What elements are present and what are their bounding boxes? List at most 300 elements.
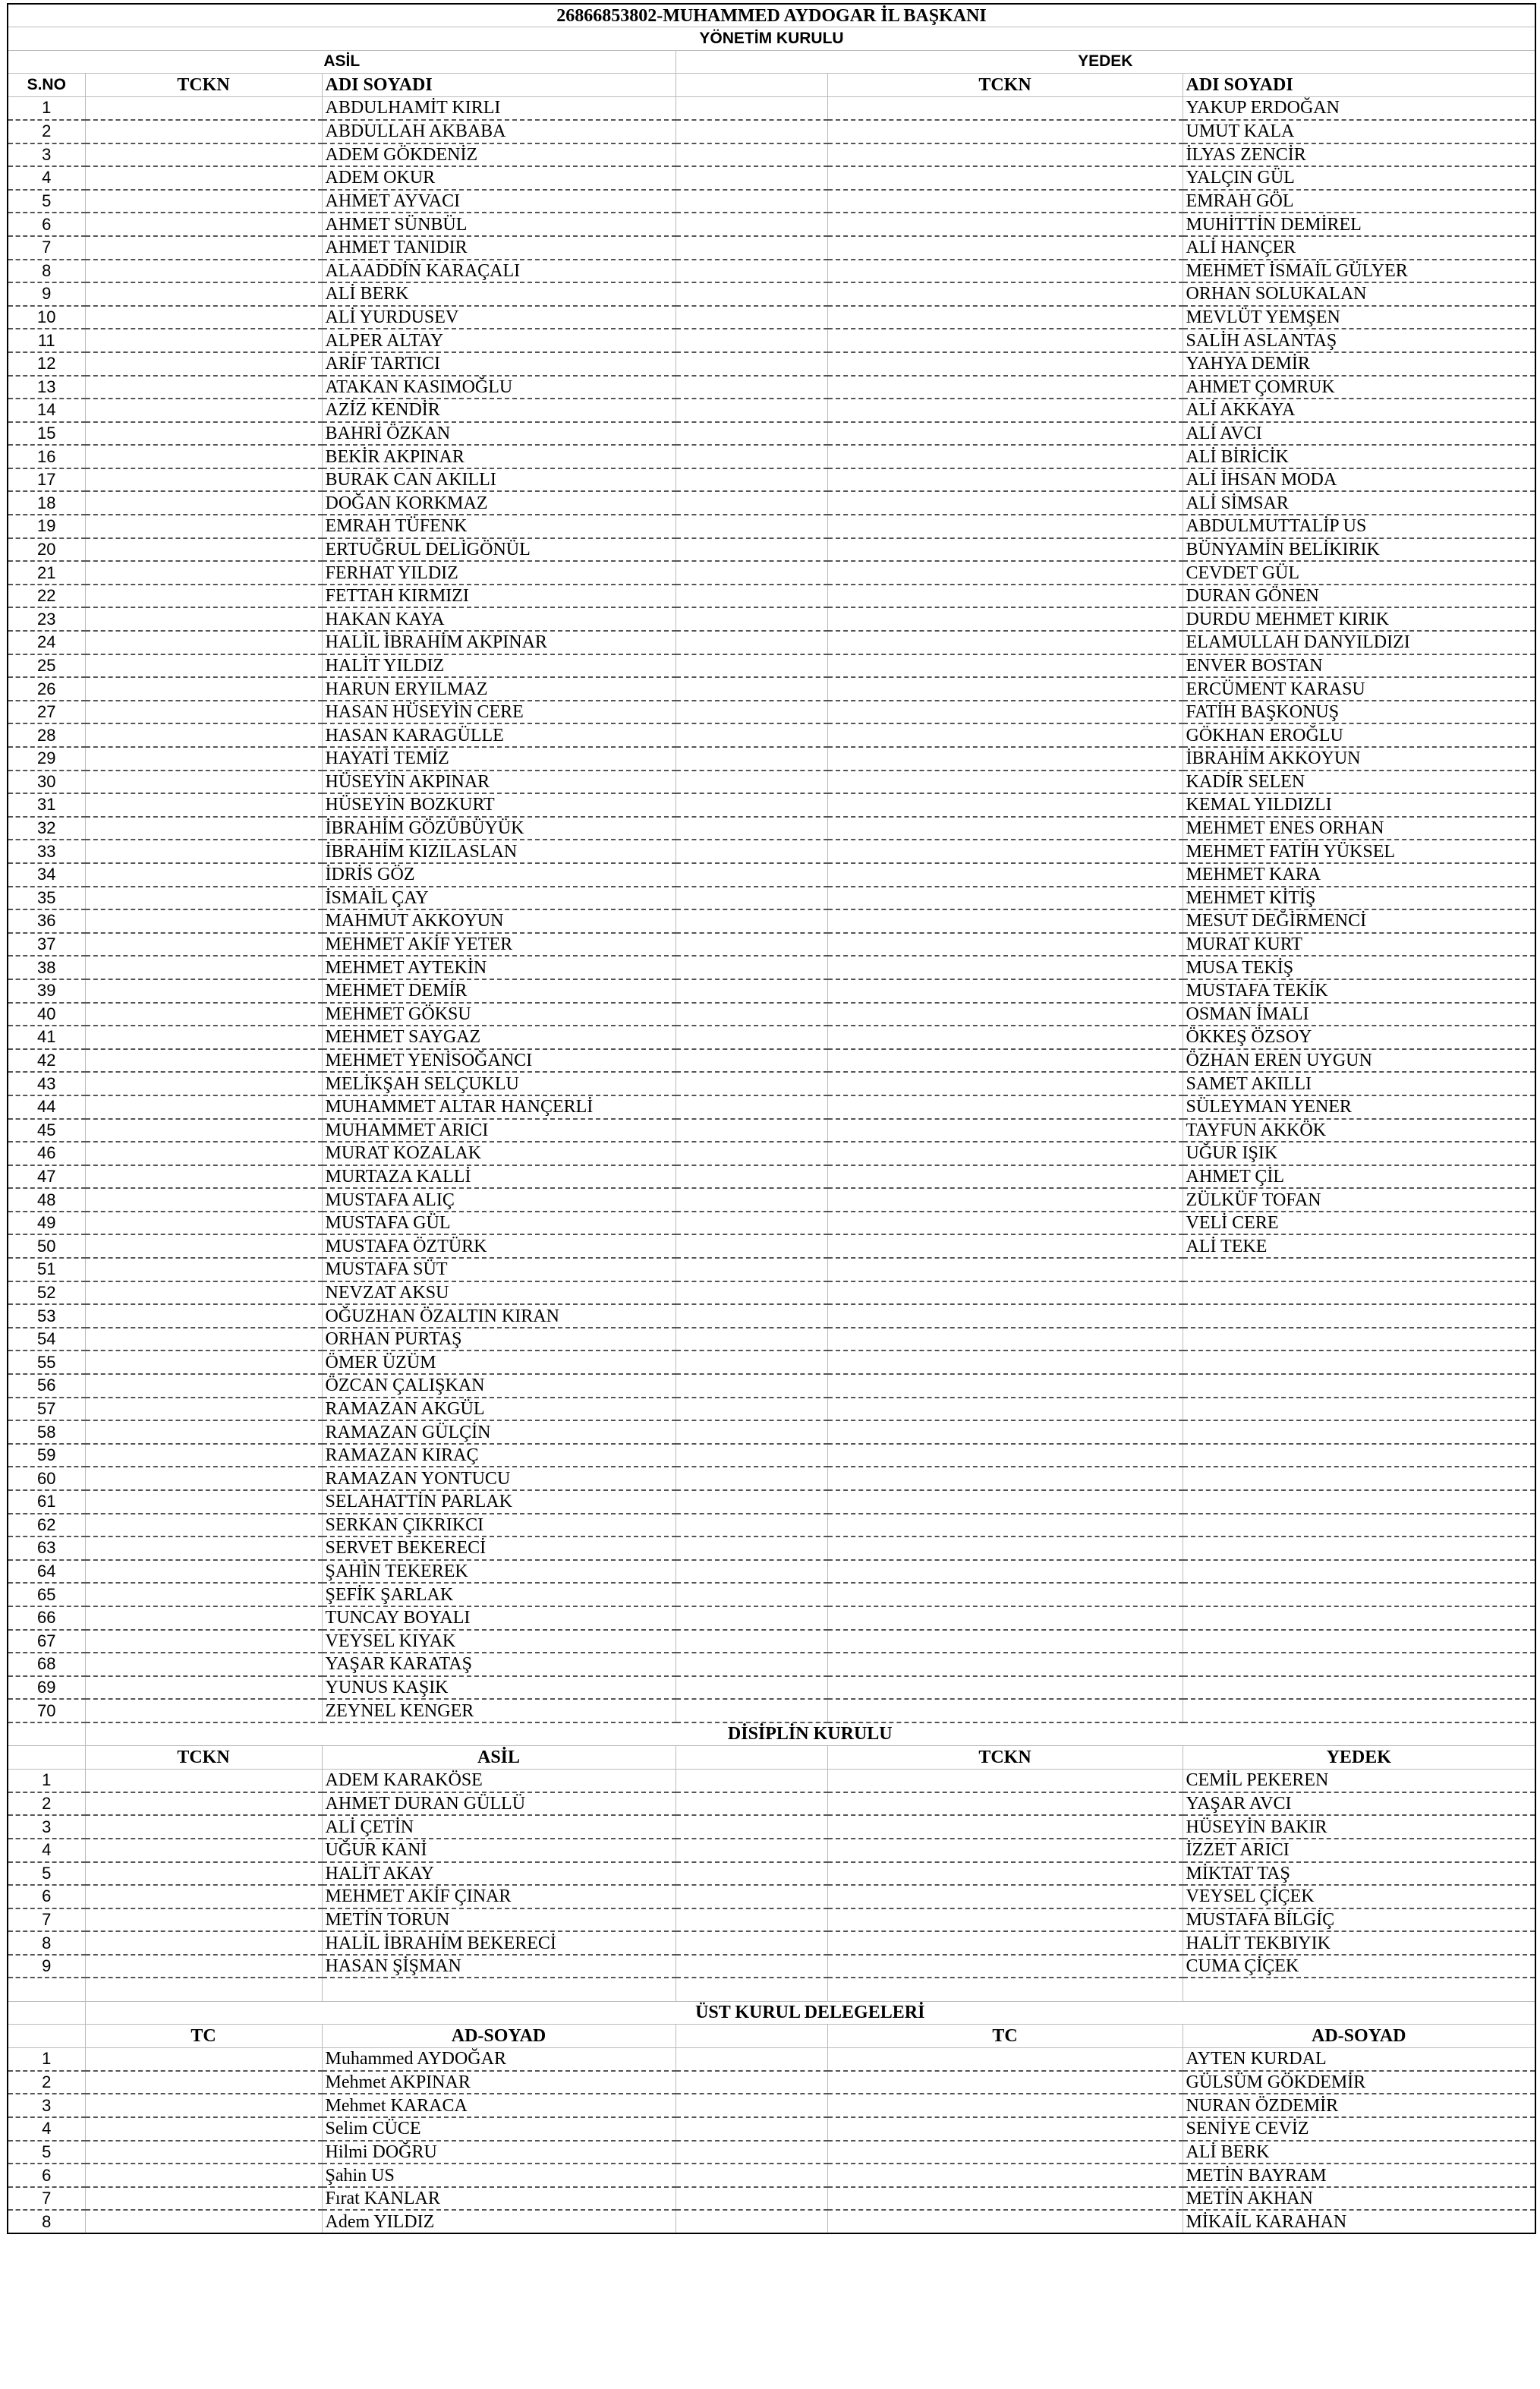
row-number: 3 <box>8 1815 85 1839</box>
tckn-cell <box>827 2071 1183 2094</box>
empty-cell <box>676 1536 827 1560</box>
row-number: 4 <box>8 166 85 190</box>
tckn-cell <box>85 491 322 515</box>
asil-name-cell: ALİ ÇETİN <box>322 1815 676 1839</box>
row-number: 7 <box>8 2187 85 2211</box>
asil-name-cell: RAMAZAN KIRAÇ <box>322 1444 676 1467</box>
tckn-cell <box>85 1815 322 1839</box>
tckn-cell <box>827 585 1183 608</box>
tckn-cell <box>827 1908 1183 1932</box>
row-number: 2 <box>8 1792 85 1816</box>
empty-cell <box>676 1676 827 1700</box>
yedek-name-cell: TAYFUN AKKÖK <box>1183 1119 1535 1142</box>
row-number: 5 <box>8 190 85 213</box>
yedek-name-cell <box>1183 1374 1535 1398</box>
yedek-name-cell: MEHMET ENES ORHAN <box>1183 817 1535 840</box>
asil-name-cell: İBRAHİM GÖZÜBÜYÜK <box>322 817 676 840</box>
tckn-cell <box>827 607 1183 631</box>
table-row <box>8 956 1535 979</box>
row-number: 31 <box>8 793 85 817</box>
asil-name-cell: YAŞAR KARATAŞ <box>322 1653 676 1676</box>
asil-name-cell: Mehmet KARACA <box>322 2094 676 2117</box>
yedek-name-cell: ALİ AKKAYA <box>1183 399 1535 422</box>
tckn-cell <box>85 1398 322 1421</box>
yedek-name-cell: ALİ SİMSAR <box>1183 491 1535 515</box>
yedek-name-cell: METİN AKHAN <box>1183 2187 1535 2211</box>
asil-name-cell: ALİ YURDUSEV <box>322 306 676 329</box>
table-row <box>8 1792 1535 1816</box>
tckn-cell <box>827 979 1183 1003</box>
tckn-cell <box>827 468 1183 492</box>
column-header-tckn: TCKN <box>85 74 322 97</box>
asil-name-cell: Selim CÜCE <box>322 2117 676 2141</box>
asil-name-cell: AHMET SÜNBÜL <box>322 213 676 236</box>
tckn-cell <box>827 956 1183 979</box>
asil-name-cell: DOĞAN KORKMAZ <box>322 491 676 515</box>
table-row <box>8 2094 1535 2117</box>
empty-cell <box>676 236 827 260</box>
empty-cell <box>676 1328 827 1351</box>
column-header-tckn: TC <box>827 2025 1183 2048</box>
row-number: 1 <box>8 1769 85 1792</box>
tckn-cell <box>85 1142 322 1165</box>
tckn-cell <box>85 1653 322 1676</box>
column-header-sno: S.NO <box>8 74 85 97</box>
table-row <box>8 2210 1535 2233</box>
yedek-name-cell: ÖKKEŞ ÖZSOY <box>1183 1026 1535 1049</box>
tckn-cell <box>827 190 1183 213</box>
yedek-name-cell <box>1183 1420 1535 1444</box>
empty-cell <box>676 1026 827 1049</box>
row-number: 36 <box>8 909 85 933</box>
table-row <box>8 701 1535 724</box>
row-number: 70 <box>8 1699 85 1722</box>
yedek-name-cell: GÜLSÜM GÖKDEMİR <box>1183 2071 1535 2094</box>
empty-cell <box>676 863 827 887</box>
empty-cell <box>676 747 827 771</box>
asil-name-cell: ERTUĞRUL DELİGÖNÜL <box>322 538 676 562</box>
empty-cell <box>676 1606 827 1630</box>
row-number: 60 <box>8 1467 85 1490</box>
tckn-cell <box>85 1862 322 1886</box>
table-row <box>8 1467 1535 1490</box>
row-number: 7 <box>8 1908 85 1932</box>
yedek-name-cell <box>1183 1490 1535 1514</box>
row-number: 41 <box>8 1026 85 1049</box>
tckn-cell <box>827 515 1183 538</box>
row-number: 53 <box>8 1304 85 1328</box>
table-row <box>8 1653 1535 1676</box>
empty-cell <box>676 260 827 283</box>
tckn-cell <box>85 1908 322 1932</box>
row-number: 23 <box>8 607 85 631</box>
asil-name-cell: ADEM OKUR <box>322 166 676 190</box>
table-row <box>8 2047 1535 2071</box>
table-row <box>8 1931 1535 1955</box>
tckn-cell <box>827 282 1183 306</box>
empty-cell <box>676 1862 827 1886</box>
tckn-cell <box>827 1699 1183 1722</box>
yedek-name-cell <box>1183 1606 1535 1630</box>
empty-cell <box>676 1072 827 1095</box>
yedek-name-cell: AYTEN KURDAL <box>1183 2047 1535 2071</box>
tckn-cell <box>85 723 322 747</box>
table-row <box>8 1398 1535 1421</box>
row-number: 29 <box>8 747 85 771</box>
yedek-name-cell <box>1183 1304 1535 1328</box>
table-row <box>8 190 1535 213</box>
empty-cell <box>85 1978 322 2001</box>
tckn-cell <box>827 1374 1183 1398</box>
row-number: 52 <box>8 1281 85 1305</box>
asil-name-cell: VEYSEL KIYAK <box>322 1630 676 1653</box>
table-row <box>8 607 1535 631</box>
yedek-name-cell: BÜNYAMİN BELİKIRIK <box>1183 538 1535 562</box>
row-number: 69 <box>8 1676 85 1700</box>
row-number: 63 <box>8 1536 85 1560</box>
table-row <box>8 399 1535 422</box>
asil-name-cell: İSMAİL ÇAY <box>322 887 676 910</box>
tckn-cell <box>85 1119 322 1142</box>
tckn-cell <box>85 933 322 957</box>
row-number: 27 <box>8 701 85 724</box>
tckn-cell <box>827 1769 1183 1792</box>
empty-cell <box>1183 1978 1535 2001</box>
tckn-cell <box>85 956 322 979</box>
asil-name-cell: MEHMET DEMİR <box>322 979 676 1003</box>
table-row <box>8 1351 1535 1374</box>
asil-name-cell: Mehmet AKPINAR <box>322 2071 676 2094</box>
asil-name-cell: MUHAMMET ALTAR HANÇERLİ <box>322 1095 676 1119</box>
asil-name-cell: FETTAH KIRMIZI <box>322 585 676 608</box>
yedek-name-cell: MUSA TEKİŞ <box>1183 956 1535 979</box>
yedek-name-cell: CEMİL PEKEREN <box>1183 1769 1535 1792</box>
yedek-name-cell: DURDU MEHMET KIRIK <box>1183 607 1535 631</box>
tckn-cell <box>827 701 1183 724</box>
tckn-cell <box>85 96 322 120</box>
table-row <box>8 213 1535 236</box>
tckn-cell <box>85 1188 322 1212</box>
row-number: 8 <box>8 2210 85 2233</box>
row-number: 39 <box>8 979 85 1003</box>
yedek-name-cell: ABDULMUTTALİP US <box>1183 515 1535 538</box>
empty-cell <box>676 1885 827 1908</box>
table-row <box>8 1606 1535 1630</box>
column-header-name: ADI SOYADI <box>1183 74 1535 97</box>
empty-cell <box>8 1978 85 2001</box>
tckn-cell <box>827 1444 1183 1467</box>
tckn-cell <box>827 143 1183 167</box>
tckn-cell <box>827 1119 1183 1142</box>
asil-name-cell: RAMAZAN AKGÜL <box>322 1398 676 1421</box>
table-row <box>8 1862 1535 1886</box>
tckn-cell <box>827 1931 1183 1955</box>
asil-name-cell: ŞAHİN TEKEREK <box>322 1560 676 1584</box>
tckn-cell <box>827 1072 1183 1095</box>
asil-name-cell: MEHMET YENİSOĞANCI <box>322 1049 676 1073</box>
yedek-name-cell: HÜSEYİN BAKIR <box>1183 1815 1535 1839</box>
asil-name-cell: MUSTAFA ALIÇ <box>322 1188 676 1212</box>
empty-cell <box>676 933 827 957</box>
asil-name-cell: HASAN KARAGÜLLE <box>322 723 676 747</box>
yedek-name-cell: MEHMET KİTİŞ <box>1183 887 1535 910</box>
asil-name-cell: MUHAMMET ARICI <box>322 1119 676 1142</box>
asil-name-cell: HASAN ŞİŞMAN <box>322 1955 676 1978</box>
column-header-asil: ASİL <box>322 1746 676 1770</box>
tckn-cell <box>827 306 1183 329</box>
tckn-cell <box>827 1839 1183 1862</box>
asil-name-cell: HAYATİ TEMİZ <box>322 747 676 771</box>
tckn-cell <box>827 1281 1183 1305</box>
tckn-cell <box>827 1095 1183 1119</box>
tckn-cell <box>827 1398 1183 1421</box>
table-row <box>8 1258 1535 1281</box>
table-row <box>8 1815 1535 1839</box>
yedek-name-cell <box>1183 1676 1535 1700</box>
empty-cell <box>676 166 827 190</box>
asil-name-cell: İDRİS GÖZ <box>322 863 676 887</box>
empty-cell <box>676 2187 827 2211</box>
yedek-name-cell: AHMET ÇİL <box>1183 1165 1535 1189</box>
tckn-cell <box>827 329 1183 352</box>
empty-cell <box>676 1955 827 1978</box>
empty-cell <box>676 1234 827 1258</box>
empty-cell <box>676 306 827 329</box>
tckn-cell <box>85 2071 322 2094</box>
empty-cell <box>676 1142 827 1165</box>
asil-name-cell: HARUN ERYILMAZ <box>322 677 676 701</box>
empty-cell <box>676 2025 827 2048</box>
empty-cell <box>676 2094 827 2117</box>
table-row <box>8 1955 1535 1978</box>
asil-name-cell: MEHMET AYTEKİN <box>322 956 676 979</box>
tckn-cell <box>827 491 1183 515</box>
asil-name-cell: NEVZAT AKSU <box>322 1281 676 1305</box>
empty-cell <box>676 909 827 933</box>
empty-cell <box>676 1583 827 1606</box>
tckn-cell <box>827 909 1183 933</box>
yedek-name-cell: CUMA ÇİÇEK <box>1183 1955 1535 1978</box>
table-row <box>8 1676 1535 1700</box>
empty-cell <box>676 1281 827 1305</box>
row-number: 12 <box>8 352 85 376</box>
tckn-cell <box>85 979 322 1003</box>
tckn-cell <box>827 1420 1183 1444</box>
column-header-yedek: YEDEK <box>1183 1746 1535 1770</box>
empty-cell <box>8 1746 85 1770</box>
row-number: 25 <box>8 654 85 678</box>
row-number: 67 <box>8 1630 85 1653</box>
row-number: 9 <box>8 282 85 306</box>
yedek-name-cell: YAKUP ERDOĞAN <box>1183 96 1535 120</box>
asil-name-cell: MEHMET AKİF ÇINAR <box>322 1885 676 1908</box>
table-row <box>8 1212 1535 1235</box>
asil-name-cell: MURAT KOZALAK <box>322 1142 676 1165</box>
tckn-cell <box>827 793 1183 817</box>
row-number: 17 <box>8 468 85 492</box>
yedek-name-cell: METİN BAYRAM <box>1183 2164 1535 2187</box>
yedek-name-cell: ALİ HANÇER <box>1183 236 1535 260</box>
table-row <box>8 863 1535 887</box>
row-number: 26 <box>8 677 85 701</box>
row-number: 47 <box>8 1165 85 1189</box>
empty-cell <box>8 1722 85 1746</box>
tckn-cell <box>85 1792 322 1816</box>
empty-cell <box>676 1304 827 1328</box>
yedek-name-cell: MEHMET KARA <box>1183 863 1535 887</box>
tckn-cell <box>827 1885 1183 1908</box>
table-row <box>8 585 1535 608</box>
tckn-cell <box>85 1769 322 1792</box>
tckn-cell <box>85 213 322 236</box>
table-row <box>8 1281 1535 1305</box>
table-row <box>8 260 1535 283</box>
row-number: 8 <box>8 260 85 283</box>
yedek-name-cell: MİKTAT TAŞ <box>1183 1862 1535 1886</box>
tckn-cell <box>85 1467 322 1490</box>
yedek-name-cell: MESUT DEĞİRMENCİ <box>1183 909 1535 933</box>
tckn-cell <box>85 1514 322 1537</box>
yedek-name-cell: MUSTAFA TEKİK <box>1183 979 1535 1003</box>
yedek-name-cell: İLYAS ZENCİR <box>1183 143 1535 167</box>
tckn-cell <box>85 190 322 213</box>
yedek-name-cell <box>1183 1258 1535 1281</box>
asil-name-cell: AZİZ KENDİR <box>322 399 676 422</box>
yedek-name-cell: ERCÜMENT KARASU <box>1183 677 1535 701</box>
table-row <box>8 979 1535 1003</box>
tckn-cell <box>85 236 322 260</box>
asil-name-cell: RAMAZAN GÜLÇİN <box>322 1420 676 1444</box>
yedek-name-cell: FATİH BAŞKONUŞ <box>1183 701 1535 724</box>
table-row <box>8 1095 1535 1119</box>
tckn-cell <box>85 1212 322 1235</box>
table-row <box>8 2187 1535 2211</box>
empty-cell <box>676 1815 827 1839</box>
empty-cell <box>676 1839 827 1862</box>
tckn-cell <box>827 352 1183 376</box>
row-number: 55 <box>8 1351 85 1374</box>
row-number: 38 <box>8 956 85 979</box>
yedek-name-cell <box>1183 1699 1535 1722</box>
yedek-name-cell: SÜLEYMAN YENER <box>1183 1095 1535 1119</box>
yedek-name-cell <box>1183 1514 1535 1537</box>
empty-cell <box>676 1908 827 1932</box>
tckn-cell <box>827 96 1183 120</box>
asil-name-cell: ATAKAN KASIMOĞLU <box>322 376 676 399</box>
row-number: 48 <box>8 1188 85 1212</box>
tckn-cell <box>85 120 322 143</box>
table-row <box>8 561 1535 585</box>
asil-name-cell: ŞEFİK ŞARLAK <box>322 1583 676 1606</box>
tckn-cell <box>85 1095 322 1119</box>
asil-name-cell: Hilmi DOĞRU <box>322 2141 676 2164</box>
empty-cell <box>676 1188 827 1212</box>
tckn-cell <box>827 2047 1183 2071</box>
table-row <box>8 1885 1535 1908</box>
tckn-cell <box>827 1862 1183 1886</box>
tckn-cell <box>827 1351 1183 1374</box>
tckn-cell <box>85 1536 322 1560</box>
tckn-cell <box>827 1514 1183 1537</box>
yedek-name-cell: MİKAİL KARAHAN <box>1183 2210 1535 2233</box>
table-row <box>8 538 1535 562</box>
table-row <box>8 1026 1535 1049</box>
empty-cell <box>676 329 827 352</box>
tckn-cell <box>827 2094 1183 2117</box>
tckn-cell <box>85 1420 322 1444</box>
yedek-name-cell: HALİT TEKBIYIK <box>1183 1931 1535 1955</box>
table-row <box>8 1142 1535 1165</box>
row-number: 3 <box>8 143 85 167</box>
table-row <box>8 887 1535 910</box>
yedek-name-cell: MEHMET İSMAİL GÜLYER <box>1183 260 1535 283</box>
row-number: 46 <box>8 1142 85 1165</box>
tckn-cell <box>827 1815 1183 1839</box>
tckn-cell <box>827 1212 1183 1235</box>
asil-name-cell: HÜSEYİN AKPINAR <box>322 771 676 794</box>
yedek-name-cell <box>1183 1281 1535 1305</box>
yedek-name-cell <box>1183 1583 1535 1606</box>
tckn-cell <box>85 1072 322 1095</box>
asil-name-cell: ÖMER ÜZÜM <box>322 1351 676 1374</box>
asil-name-cell: HALİL İBRAHİM AKPINAR <box>322 631 676 654</box>
yedek-name-cell: YALÇIN GÜL <box>1183 166 1535 190</box>
empty-cell <box>676 1490 827 1514</box>
asil-name-cell: Şahin US <box>322 2164 676 2187</box>
tckn-cell <box>827 1049 1183 1073</box>
table-row <box>8 376 1535 399</box>
tckn-cell <box>85 1003 322 1026</box>
asil-name-cell: HAKAN KAYA <box>322 607 676 631</box>
empty-cell <box>676 607 827 631</box>
tckn-cell <box>85 793 322 817</box>
tckn-cell <box>85 631 322 654</box>
tckn-cell <box>827 771 1183 794</box>
tckn-cell <box>827 422 1183 446</box>
empty-cell <box>676 771 827 794</box>
table-row <box>8 677 1535 701</box>
empty-cell <box>676 445 827 468</box>
row-number: 33 <box>8 840 85 863</box>
row-number: 6 <box>8 213 85 236</box>
asil-name-cell: ALAADDİN KARAÇALI <box>322 260 676 283</box>
asil-name-cell: MUSTAFA GÜL <box>322 1212 676 1235</box>
tckn-cell <box>827 1955 1183 1978</box>
empty-cell <box>676 1258 827 1281</box>
row-number: 24 <box>8 631 85 654</box>
yedek-name-cell <box>1183 1536 1535 1560</box>
asil-name-cell: TUNCAY BOYALI <box>322 1606 676 1630</box>
row-number: 10 <box>8 306 85 329</box>
table-row <box>8 1514 1535 1537</box>
empty-cell <box>676 631 827 654</box>
asil-name-cell: MELİKŞAH SELÇUKLU <box>322 1072 676 1095</box>
tckn-cell <box>827 1467 1183 1490</box>
tckn-cell <box>85 701 322 724</box>
empty-cell <box>676 1514 827 1537</box>
row-number: 6 <box>8 2164 85 2187</box>
empty-cell <box>676 352 827 376</box>
tckn-cell <box>85 2047 322 2071</box>
yedek-name-cell: ALİ BERK <box>1183 2141 1535 2164</box>
column-header-yedek: AD-SOYAD <box>1183 2025 1535 2048</box>
asil-name-cell: MUSTAFA SÜT <box>322 1258 676 1281</box>
tckn-cell <box>85 2094 322 2117</box>
empty-cell <box>676 2141 827 2164</box>
asil-name-cell: BURAK CAN AKILLI <box>322 468 676 492</box>
tckn-cell <box>85 1931 322 1955</box>
table-row <box>8 1560 1535 1584</box>
